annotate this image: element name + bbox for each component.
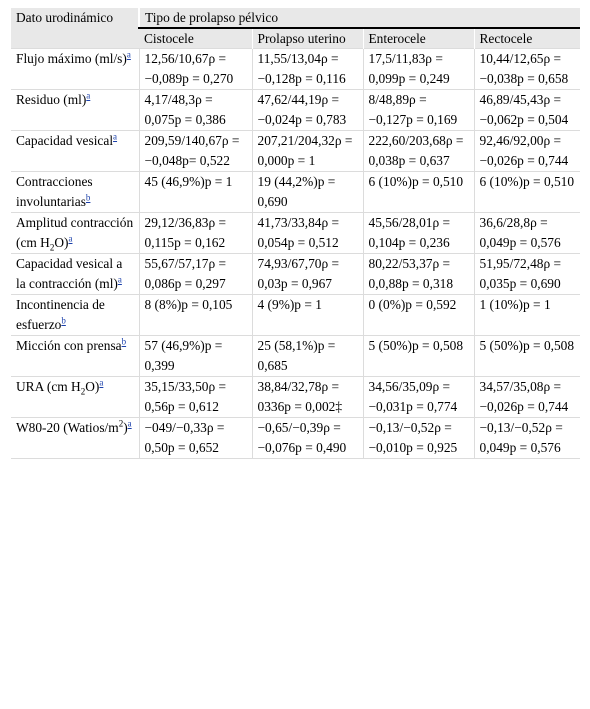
table-cell: 80,22/53,37ρ = 0,0,88p = 0,318 xyxy=(363,254,474,295)
table-cell: 41,73/33,84ρ = 0,054p = 0,512 xyxy=(252,213,363,254)
table-cell: 4,17/48,3ρ = 0,075p = 0,386 xyxy=(139,90,252,131)
table-cell: 45,56/28,01ρ = 0,104p = 0,236 xyxy=(363,213,474,254)
column-header-cistocele: Cistocele xyxy=(144,31,194,46)
row-label-text: Contracciones involuntarias xyxy=(16,174,93,209)
urodynamic-table xyxy=(11,8,580,459)
row-label xyxy=(11,254,139,295)
row-label-text: Amplitud contracción (cm H xyxy=(16,215,134,250)
table-cell: 5 (50%)p = 0,508 xyxy=(474,336,580,377)
footnote-link[interactable]: b xyxy=(85,192,91,203)
footnote-link[interactable]: a xyxy=(127,418,132,429)
table-row xyxy=(11,172,580,213)
row-label xyxy=(11,418,139,459)
row-label xyxy=(11,377,139,418)
row-label xyxy=(11,213,139,254)
row-label-header: Dato urodinámico xyxy=(16,10,114,25)
column-header-rectocele: Rectocele xyxy=(474,28,580,49)
row-label-text: W80-20 (Watios/m xyxy=(16,420,119,435)
table-row xyxy=(11,49,580,90)
table-row xyxy=(11,336,580,377)
table-row xyxy=(11,90,580,131)
prolapse-type-header: Tipo de prolapso pélvico xyxy=(139,8,580,28)
table-cell: 47,62/44,19ρ = −0,024p = 0,783 xyxy=(252,90,363,131)
table-cell: 5 (50%)p = 0,508 xyxy=(363,336,474,377)
table-cell: 19 (44,2%)p = 0,690 xyxy=(252,172,363,213)
table-cell: 17,5/11,83ρ = 0,099p = 0,249 xyxy=(363,49,474,90)
row-label xyxy=(11,295,139,336)
table-cell: 207,21/204,32ρ = 0,000p = 1 xyxy=(252,131,363,172)
footnote-link[interactable]: a xyxy=(99,377,104,388)
footnote-link[interactable]: a xyxy=(126,49,131,60)
footnote-link[interactable]: a xyxy=(117,274,122,285)
table-cell: 1 (10%)p = 1 xyxy=(474,295,580,336)
footnote-link[interactable]: b xyxy=(121,336,127,347)
table-cell: 4 (9%)p = 1 xyxy=(252,295,363,336)
footnote-link[interactable]: a xyxy=(113,131,118,142)
row-label-text: URA (cm H xyxy=(16,379,81,394)
table-cell: −0,13/−0,52ρ = 0,049p = 0,576 xyxy=(474,418,580,459)
row-label-text: Flujo máximo (ml/s) xyxy=(16,51,127,66)
row-label xyxy=(11,49,139,90)
table-cell: −049/−0,33ρ = 0,50p = 0,652 xyxy=(139,418,252,459)
table-cell: 6 (10%)p = 0,510 xyxy=(363,172,474,213)
table-cell: 10,44/12,65ρ = −0,038p = 0,658 xyxy=(474,49,580,90)
table-cell: 12,56/10,67ρ = −0,089p = 0,270 xyxy=(139,49,252,90)
table-cell: 11,55/13,04ρ = −0,128p = 0,116 xyxy=(252,49,363,90)
footnote-link[interactable]: b xyxy=(61,315,66,326)
table-cell: −0,65/−0,39ρ = −0,076p = 0,490 xyxy=(252,418,363,459)
row-label-text: Incontinencia de esfuerzo xyxy=(16,297,105,332)
row-label-text: Capacidad vesical xyxy=(16,133,114,148)
table-cell: 209,59/140,67ρ = −0,048p= 0,522 xyxy=(139,131,252,172)
table-cell: 222,60/203,68ρ = 0,038p = 0,637 xyxy=(363,131,474,172)
table-header xyxy=(11,8,580,49)
row-label-text: Capacidad vesical a la contracción (ml) xyxy=(16,256,123,291)
table-body xyxy=(11,49,580,459)
row-label-text: O) xyxy=(54,235,69,250)
row-label-text: ) xyxy=(123,420,128,435)
row-label-text: O) xyxy=(85,379,100,394)
table-cell: 34,56/35,09ρ = −0,031p = 0,774 xyxy=(363,377,474,418)
table-row xyxy=(11,254,580,295)
table-cell: 34,57/35,08ρ = −0,026p = 0,744 xyxy=(474,377,580,418)
row-label xyxy=(11,172,139,213)
row-label xyxy=(11,90,139,131)
table-cell: 45 (46,9%)p = 1 xyxy=(139,172,252,213)
table-cell: 8/48,89ρ = −0,127p = 0,169 xyxy=(363,90,474,131)
row-label-text: Residuo (ml) xyxy=(16,92,87,107)
table-cell: 25 (58,1%)p = 0,685 xyxy=(252,336,363,377)
row-label-superscript: 2 xyxy=(118,418,124,429)
table-cell: 36,6/28,8ρ = 0,049p = 0,576 xyxy=(474,213,580,254)
table-row xyxy=(11,295,580,336)
row-label-subscript: 2 xyxy=(49,242,55,253)
table-cell: 29,12/36,83ρ = 0,115p = 0,162 xyxy=(139,213,252,254)
table-cell: −0,13/−0,52ρ = −0,010p = 0,925 xyxy=(363,418,474,459)
table-cell: 46,89/45,43ρ = −0,062p = 0,504 xyxy=(474,90,580,131)
table-cell: 8 (8%)p = 0,105 xyxy=(139,295,252,336)
table-cell: 74,93/67,70ρ = 0,03p = 0,967 xyxy=(252,254,363,295)
footnote-link[interactable]: a xyxy=(86,90,91,101)
column-header-prolapso-uterino: Prolapso uterino xyxy=(252,28,363,49)
row-label xyxy=(11,336,139,377)
row-label-subscript: 2 xyxy=(80,386,86,397)
table-cell: 35,15/33,50ρ = 0,56p = 0,612 xyxy=(139,377,252,418)
table-cell: 57 (46,9%)p = 0,399 xyxy=(139,336,252,377)
table-cell: 51,95/72,48ρ = 0,035p = 0,690 xyxy=(474,254,580,295)
table-cell: 92,46/92,00ρ = −0,026p = 0,744 xyxy=(474,131,580,172)
table-cell: 38,84/32,78ρ = 0336p = 0,002‡ xyxy=(252,377,363,418)
row-label-text: Micción con prensa xyxy=(16,338,122,353)
table-row xyxy=(11,418,580,459)
table-row xyxy=(11,131,580,172)
column-header-enterocele: Enterocele xyxy=(363,28,474,49)
table-cell: 0 (0%)p = 0,592 xyxy=(363,295,474,336)
table-row xyxy=(11,213,580,254)
footnote-link[interactable]: a xyxy=(68,233,73,244)
row-label xyxy=(11,131,139,172)
table-cell: 55,67/57,17ρ = 0,086p = 0,297 xyxy=(139,254,252,295)
table-row xyxy=(11,377,580,418)
table-cell: 6 (10%)p = 0,510 xyxy=(474,172,580,213)
header-row-group xyxy=(11,8,580,28)
